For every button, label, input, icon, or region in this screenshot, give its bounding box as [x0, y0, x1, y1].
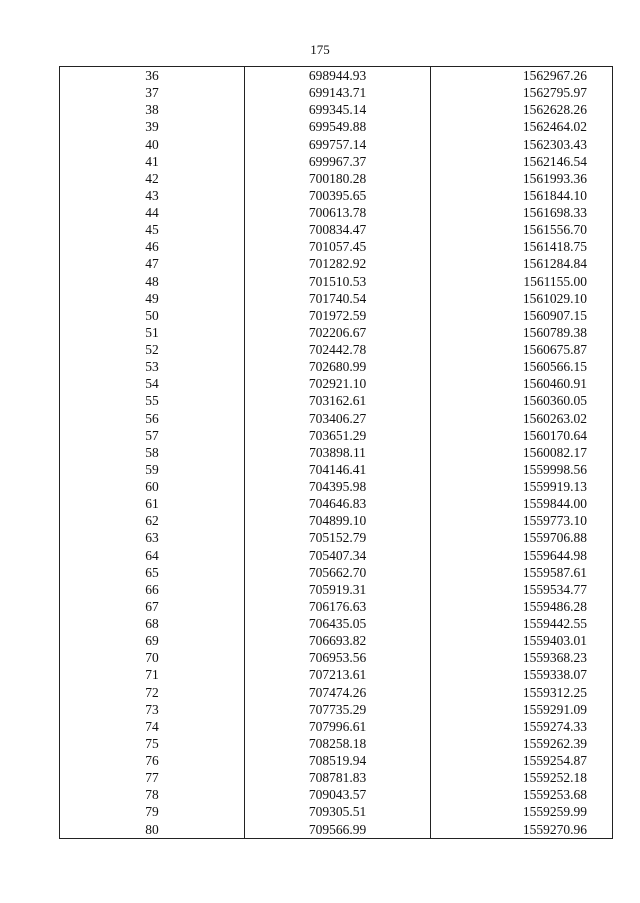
y-coordinate-cell: 1561155.00 [431, 273, 613, 290]
x-coordinate-cell: 698944.93 [245, 67, 431, 85]
x-coordinate-cell: 706435.05 [245, 615, 431, 632]
y-coordinate-cell: 1560263.02 [431, 410, 613, 427]
table-row [60, 547, 613, 564]
table-row [60, 324, 613, 341]
x-coordinate-cell: 700613.78 [245, 204, 431, 221]
y-coordinate-cell: 1562303.43 [431, 136, 613, 153]
table-row [60, 101, 613, 118]
point-number-cell: 70 [60, 649, 245, 666]
point-number-cell: 51 [60, 324, 245, 341]
table-row [60, 153, 613, 170]
x-coordinate-cell: 702921.10 [245, 375, 431, 392]
x-coordinate-cell: 701282.92 [245, 255, 431, 272]
x-coordinate-cell: 705407.34 [245, 547, 431, 564]
x-coordinate-cell: 707213.61 [245, 666, 431, 683]
x-coordinate-cell: 701510.53 [245, 273, 431, 290]
point-number-cell: 76 [60, 752, 245, 769]
y-coordinate-cell: 1559706.88 [431, 529, 613, 546]
point-number-cell: 42 [60, 170, 245, 187]
table-row [60, 392, 613, 409]
table-row [60, 821, 613, 839]
y-coordinate-cell: 1559587.61 [431, 564, 613, 581]
table-row [60, 752, 613, 769]
point-number-cell: 45 [60, 221, 245, 238]
point-number-cell: 38 [60, 101, 245, 118]
y-coordinate-cell: 1560907.15 [431, 307, 613, 324]
y-coordinate-cell: 1559252.18 [431, 769, 613, 786]
table-row [60, 221, 613, 238]
x-coordinate-cell: 708519.94 [245, 752, 431, 769]
y-coordinate-cell: 1560566.15 [431, 358, 613, 375]
x-coordinate-cell: 706693.82 [245, 632, 431, 649]
table-row [60, 598, 613, 615]
x-coordinate-cell: 703162.61 [245, 392, 431, 409]
y-coordinate-cell: 1561993.36 [431, 170, 613, 187]
point-number-cell: 46 [60, 238, 245, 255]
table-row [60, 341, 613, 358]
point-number-cell: 69 [60, 632, 245, 649]
y-coordinate-cell: 1559773.10 [431, 512, 613, 529]
table-row [60, 84, 613, 101]
y-coordinate-cell: 1559534.77 [431, 581, 613, 598]
y-coordinate-cell: 1559919.13 [431, 478, 613, 495]
x-coordinate-cell: 699757.14 [245, 136, 431, 153]
table-row [60, 273, 613, 290]
y-coordinate-cell: 1562967.26 [431, 67, 613, 85]
x-coordinate-cell: 704395.98 [245, 478, 431, 495]
x-coordinate-cell: 709305.51 [245, 803, 431, 820]
point-number-cell: 50 [60, 307, 245, 324]
x-coordinate-cell: 703406.27 [245, 410, 431, 427]
x-coordinate-cell: 709566.99 [245, 821, 431, 839]
point-number-cell: 57 [60, 427, 245, 444]
table-row [60, 581, 613, 598]
y-coordinate-cell: 1559844.00 [431, 495, 613, 512]
y-coordinate-cell: 1559998.56 [431, 461, 613, 478]
y-coordinate-cell: 1560789.38 [431, 324, 613, 341]
table-row [60, 666, 613, 683]
table-row [60, 358, 613, 375]
y-coordinate-cell: 1560082.17 [431, 444, 613, 461]
point-number-cell: 66 [60, 581, 245, 598]
y-coordinate-cell: 1559644.98 [431, 547, 613, 564]
point-number-cell: 60 [60, 478, 245, 495]
y-coordinate-cell: 1562795.97 [431, 84, 613, 101]
x-coordinate-cell: 709043.57 [245, 786, 431, 803]
y-coordinate-cell: 1559486.28 [431, 598, 613, 615]
table-row [60, 410, 613, 427]
table-row [60, 307, 613, 324]
x-coordinate-cell: 707474.26 [245, 684, 431, 701]
x-coordinate-cell: 708781.83 [245, 769, 431, 786]
point-number-cell: 43 [60, 187, 245, 204]
x-coordinate-cell: 702206.67 [245, 324, 431, 341]
table-row [60, 495, 613, 512]
x-coordinate-cell: 704646.83 [245, 495, 431, 512]
y-coordinate-cell: 1562464.02 [431, 118, 613, 135]
point-number-cell: 59 [60, 461, 245, 478]
table-row [60, 67, 613, 85]
x-coordinate-cell: 702442.78 [245, 341, 431, 358]
x-coordinate-cell: 706953.56 [245, 649, 431, 666]
x-coordinate-cell: 699549.88 [245, 118, 431, 135]
y-coordinate-cell: 1559274.33 [431, 718, 613, 735]
x-coordinate-cell: 706176.63 [245, 598, 431, 615]
table-row [60, 478, 613, 495]
point-number-cell: 72 [60, 684, 245, 701]
coordinate-table [59, 66, 613, 839]
y-coordinate-cell: 1561418.75 [431, 238, 613, 255]
y-coordinate-cell: 1559270.96 [431, 821, 613, 839]
point-number-cell: 63 [60, 529, 245, 546]
y-coordinate-cell: 1559253.68 [431, 786, 613, 803]
table-row [60, 170, 613, 187]
y-coordinate-cell: 1561029.10 [431, 290, 613, 307]
table-row [60, 204, 613, 221]
y-coordinate-cell: 1562146.54 [431, 153, 613, 170]
table-row [60, 684, 613, 701]
x-coordinate-cell: 701972.59 [245, 307, 431, 324]
table-row [60, 735, 613, 752]
y-coordinate-cell: 1561284.84 [431, 255, 613, 272]
point-number-cell: 64 [60, 547, 245, 564]
y-coordinate-cell: 1562628.26 [431, 101, 613, 118]
table-row [60, 529, 613, 546]
x-coordinate-cell: 705919.31 [245, 581, 431, 598]
y-coordinate-cell: 1559368.23 [431, 649, 613, 666]
x-coordinate-cell: 704146.41 [245, 461, 431, 478]
point-number-cell: 79 [60, 803, 245, 820]
point-number-cell: 78 [60, 786, 245, 803]
table-row [60, 427, 613, 444]
x-coordinate-cell: 699345.14 [245, 101, 431, 118]
x-coordinate-cell: 700180.28 [245, 170, 431, 187]
page-number: 175 [310, 42, 330, 57]
y-coordinate-cell: 1559291.09 [431, 701, 613, 718]
x-coordinate-cell: 702680.99 [245, 358, 431, 375]
table-row [60, 769, 613, 786]
table-row [60, 512, 613, 529]
x-coordinate-cell: 708258.18 [245, 735, 431, 752]
y-coordinate-cell: 1559259.99 [431, 803, 613, 820]
x-coordinate-cell: 705662.70 [245, 564, 431, 581]
point-number-cell: 68 [60, 615, 245, 632]
y-coordinate-cell: 1559403.01 [431, 632, 613, 649]
x-coordinate-cell: 699143.71 [245, 84, 431, 101]
table-row [60, 255, 613, 272]
table-row [60, 632, 613, 649]
x-coordinate-cell: 707996.61 [245, 718, 431, 735]
point-number-cell: 44 [60, 204, 245, 221]
x-coordinate-cell: 704899.10 [245, 512, 431, 529]
y-coordinate-cell: 1559442.55 [431, 615, 613, 632]
x-coordinate-cell: 705152.79 [245, 529, 431, 546]
table-row [60, 444, 613, 461]
x-coordinate-cell: 701740.54 [245, 290, 431, 307]
table-row [60, 118, 613, 135]
point-number-cell: 71 [60, 666, 245, 683]
x-coordinate-cell: 707735.29 [245, 701, 431, 718]
point-number-cell: 67 [60, 598, 245, 615]
table-row [60, 136, 613, 153]
y-coordinate-cell: 1560675.87 [431, 341, 613, 358]
point-number-cell: 53 [60, 358, 245, 375]
y-coordinate-cell: 1559312.25 [431, 684, 613, 701]
y-coordinate-cell: 1560360.05 [431, 392, 613, 409]
point-number-cell: 40 [60, 136, 245, 153]
point-number-cell: 56 [60, 410, 245, 427]
table-row [60, 718, 613, 735]
table-row [60, 615, 613, 632]
point-number-cell: 37 [60, 84, 245, 101]
y-coordinate-cell: 1560460.91 [431, 375, 613, 392]
coordinate-table-body [60, 67, 613, 839]
y-coordinate-cell: 1561556.70 [431, 221, 613, 238]
table-row [60, 187, 613, 204]
point-number-cell: 55 [60, 392, 245, 409]
point-number-cell: 74 [60, 718, 245, 735]
point-number-cell: 48 [60, 273, 245, 290]
point-number-cell: 73 [60, 701, 245, 718]
point-number-cell: 58 [60, 444, 245, 461]
table-row [60, 803, 613, 820]
point-number-cell: 80 [60, 821, 245, 839]
x-coordinate-cell: 703651.29 [245, 427, 431, 444]
point-number-cell: 49 [60, 290, 245, 307]
y-coordinate-cell: 1559338.07 [431, 666, 613, 683]
point-number-cell: 47 [60, 255, 245, 272]
table-row [60, 649, 613, 666]
table-row [60, 786, 613, 803]
x-coordinate-cell: 700395.65 [245, 187, 431, 204]
x-coordinate-cell: 703898.11 [245, 444, 431, 461]
point-number-cell: 54 [60, 375, 245, 392]
y-coordinate-cell: 1559262.39 [431, 735, 613, 752]
y-coordinate-cell: 1559254.87 [431, 752, 613, 769]
x-coordinate-cell: 699967.37 [245, 153, 431, 170]
x-coordinate-cell: 701057.45 [245, 238, 431, 255]
point-number-cell: 77 [60, 769, 245, 786]
point-number-cell: 75 [60, 735, 245, 752]
point-number-cell: 41 [60, 153, 245, 170]
point-number-cell: 36 [60, 67, 245, 85]
point-number-cell: 52 [60, 341, 245, 358]
table-row [60, 238, 613, 255]
point-number-cell: 62 [60, 512, 245, 529]
y-coordinate-cell: 1561698.33 [431, 204, 613, 221]
point-number-cell: 65 [60, 564, 245, 581]
table-row [60, 564, 613, 581]
y-coordinate-cell: 1561844.10 [431, 187, 613, 204]
table-row [60, 461, 613, 478]
x-coordinate-cell: 700834.47 [245, 221, 431, 238]
point-number-cell: 39 [60, 118, 245, 135]
table-row [60, 290, 613, 307]
table-row [60, 701, 613, 718]
table-row [60, 375, 613, 392]
y-coordinate-cell: 1560170.64 [431, 427, 613, 444]
point-number-cell: 61 [60, 495, 245, 512]
